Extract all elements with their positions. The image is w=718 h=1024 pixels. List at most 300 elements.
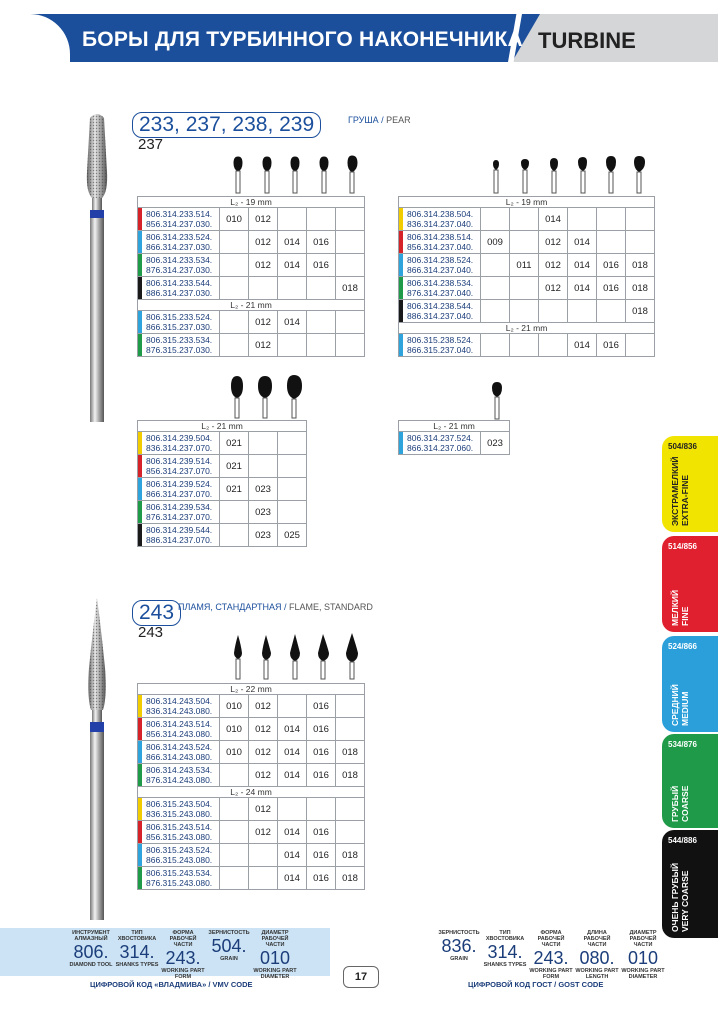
vmv-code: 806.314.238.514.	[407, 232, 474, 242]
table-239	[137, 420, 307, 547]
pear-bur-image	[80, 112, 114, 422]
legend-top: ТИП ХВОСТОВИКА	[485, 930, 525, 942]
length-row	[138, 787, 365, 798]
diameter-cell	[220, 798, 249, 821]
diameter-cell: 012	[249, 695, 278, 718]
grain-color-bar	[138, 844, 142, 866]
diameter-cell	[220, 867, 249, 890]
t238-shape-icons	[482, 155, 652, 195]
table-row	[138, 867, 365, 890]
length-row	[399, 323, 655, 334]
diameter-cell	[220, 524, 249, 547]
legend-top: ФОРМА РАБОЧЕЙ ЧАСТИ	[169, 930, 197, 948]
diameter-cell	[336, 208, 365, 231]
desc-en: FLAME, STANDARD	[289, 602, 373, 612]
length-label: L₂ - 21 mm	[399, 323, 655, 334]
diameter-cell	[220, 821, 249, 844]
grain-color-bar	[138, 455, 142, 477]
diameter-cell: 014	[278, 741, 307, 764]
diameter-cell: 016	[597, 334, 626, 357]
gost-code: 866.315.237.030.	[146, 322, 213, 332]
length-row	[399, 421, 510, 432]
grain-color-bar	[138, 334, 142, 356]
product-code	[138, 741, 220, 764]
desc-ru: ПЛАМЯ, СТАНДАРТНАЯ	[178, 602, 282, 612]
grain-color-bar	[138, 208, 142, 230]
product-code	[138, 764, 220, 787]
diameter-cell: 018	[336, 277, 365, 300]
gost-code: 836.314.243.080.	[146, 706, 213, 716]
gost-code: 866.314.237.070.	[146, 489, 213, 499]
legend-num: 010	[259, 948, 291, 968]
legend-bot: WORKING PART FORM	[161, 968, 205, 980]
diameter-cell	[481, 254, 510, 277]
table-row	[399, 208, 655, 231]
vmv-code: 806.314.243.504.	[146, 696, 213, 706]
diameter-cell: 012	[249, 334, 278, 357]
grain-tab	[662, 636, 718, 732]
section-pear-sub: 237	[138, 136, 164, 153]
legend-column	[68, 930, 114, 968]
table-row	[399, 334, 655, 357]
grain-tab-label	[670, 684, 690, 726]
grain-color-bar	[138, 478, 142, 500]
grain-color-bar	[138, 821, 142, 843]
diameter-cell: 016	[307, 254, 336, 277]
grain-tab-label	[670, 863, 690, 932]
diameter-cell	[249, 277, 278, 300]
diameter-cell	[597, 208, 626, 231]
product-code	[138, 334, 220, 357]
diameter-cell	[336, 334, 365, 357]
vmv-code: 806.315.243.524.	[146, 845, 213, 855]
vmv-code: 806.314.233.544.	[146, 278, 213, 288]
vmv-code: 806.314.243.514.	[146, 719, 213, 729]
grain-tab-number: 544/886	[668, 836, 697, 845]
grain-tab-en: MEDIUM	[680, 691, 690, 726]
gost-code: 856.314.237.030.	[146, 219, 213, 229]
legend-column	[528, 930, 574, 980]
vmv-code: 806.315.233.534.	[146, 335, 213, 345]
table-row	[399, 254, 655, 277]
grain-tab-ru: ОЧЕНЬ ГРУБЫЙ	[670, 862, 680, 932]
grain-tab	[662, 734, 718, 828]
diameter-cell: 012	[249, 764, 278, 787]
legend-top: ЗЕРНИСТОСТЬ	[438, 930, 480, 936]
diameter-cell	[539, 334, 568, 357]
product-code	[138, 208, 220, 231]
table-row	[138, 455, 307, 478]
grain-color-bar	[138, 501, 142, 523]
vmv-code: 806.314.238.504.	[407, 209, 474, 219]
diameter-cell: 014	[278, 764, 307, 787]
diameter-cell: 010	[220, 208, 249, 231]
vmv-code: 806.314.239.544.	[146, 525, 213, 535]
grain-tab-label	[670, 786, 690, 822]
table-row	[138, 254, 365, 277]
gost-code: 866.314.237.060.	[407, 443, 474, 453]
vmv-code: 806.314.233.524.	[146, 232, 213, 242]
gost-code: 856.314.237.070.	[146, 466, 213, 476]
diameter-cell	[278, 478, 307, 501]
table-row	[138, 208, 365, 231]
product-code	[138, 844, 220, 867]
diameter-cell: 012	[249, 311, 278, 334]
diameter-cell	[336, 798, 365, 821]
diameter-cell: 012	[249, 798, 278, 821]
grain-color-bar	[138, 798, 142, 820]
flame-bur-image	[80, 598, 114, 920]
table-233	[137, 196, 365, 357]
diameter-cell	[278, 277, 307, 300]
diameter-cell	[220, 311, 249, 334]
diameter-cell: 014	[278, 231, 307, 254]
diameter-cell	[336, 821, 365, 844]
product-code	[138, 867, 220, 890]
table-row	[138, 695, 365, 718]
product-code	[399, 300, 481, 323]
grain-color-bar	[138, 524, 142, 546]
diameter-cell: 014	[568, 254, 597, 277]
product-code	[138, 311, 220, 334]
product-code	[138, 524, 220, 547]
gost-code: 866.315.243.080.	[146, 855, 213, 865]
diameter-cell	[597, 231, 626, 254]
vmv-code: 806.314.238.534.	[407, 278, 474, 288]
diameter-cell	[510, 277, 539, 300]
legend-num: 504.	[211, 936, 247, 956]
length-label: L₂ - 19 mm	[138, 197, 365, 208]
diameter-cell	[278, 501, 307, 524]
diameter-cell: 014	[568, 334, 597, 357]
grain-color-bar	[138, 231, 142, 253]
grain-tab-ru: МЕЛКИЙ	[670, 589, 680, 626]
diameter-cell: 023	[249, 501, 278, 524]
legend-column	[160, 930, 206, 980]
grain-tab-number: 514/856	[668, 542, 697, 551]
gost-code: 866.314.237.030.	[146, 242, 213, 252]
diameter-cell: 010	[220, 695, 249, 718]
diameter-cell: 018	[626, 254, 655, 277]
length-label: L₂ - 21 mm	[399, 421, 510, 432]
length-label: L₂ - 24 mm	[138, 787, 365, 798]
diameter-cell	[597, 300, 626, 323]
product-code	[138, 432, 220, 455]
grain-tab-en: VERY COARSE	[680, 870, 690, 932]
legend-bot: WORKING PART LENGTH	[575, 968, 619, 980]
diameter-cell: 012	[249, 231, 278, 254]
gost-code: 866.315.237.040.	[407, 345, 474, 355]
legend-num: 243.	[533, 948, 569, 968]
grain-tab-number: 504/836	[668, 442, 697, 451]
diameter-cell: 021	[220, 432, 249, 455]
diameter-cell	[307, 311, 336, 334]
grain-tab-en: EXTRA-FINE	[680, 475, 690, 526]
t239-shape-icons	[226, 374, 316, 420]
gost-code: 876.314.237.040.	[407, 288, 474, 298]
grain-color-bar	[138, 718, 142, 740]
t243-shape-icons	[226, 633, 366, 681]
diameter-cell	[249, 455, 278, 478]
table-row	[138, 718, 365, 741]
diameter-cell	[249, 867, 278, 890]
legend-bot: WORKING PART FORM	[529, 968, 573, 980]
grain-tab-number: 534/876	[668, 740, 697, 749]
legend-bot: SHANKS TYPES	[115, 962, 159, 968]
diameter-cell: 018	[336, 844, 365, 867]
t237-shape-icon	[486, 380, 510, 420]
diameter-cell: 012	[249, 208, 278, 231]
product-code	[138, 718, 220, 741]
grain-tab-label	[670, 457, 690, 526]
gost-code: 836.314.237.070.	[146, 443, 213, 453]
diameter-cell	[481, 208, 510, 231]
legend-top: ФОРМА РАБОЧЕЙ ЧАСТИ	[537, 930, 565, 948]
diameter-cell: 012	[539, 277, 568, 300]
grain-color-bar	[138, 764, 142, 786]
grain-color-bar	[138, 867, 142, 889]
diameter-cell	[336, 311, 365, 334]
diameter-cell: 014	[278, 254, 307, 277]
legend-column	[436, 930, 482, 962]
table-row	[399, 277, 655, 300]
section-flame-desc: ПЛАМЯ, СТАНДАРТНАЯ / FLAME, STANDARD	[178, 602, 373, 612]
diameter-cell	[249, 432, 278, 455]
table-row	[399, 300, 655, 323]
diameter-cell	[220, 501, 249, 524]
diameter-cell: 010	[220, 718, 249, 741]
grain-color-bar	[399, 300, 403, 322]
product-code	[399, 334, 481, 357]
table-237	[398, 420, 510, 455]
legend-num: 836.	[441, 936, 477, 956]
diameter-cell	[220, 231, 249, 254]
vmv-code: 806.314.238.544.	[407, 301, 474, 311]
diameter-cell	[220, 277, 249, 300]
legend-top: ДИАМЕТР РАБОЧЕЙ ЧАСТИ	[629, 930, 657, 948]
legend-column	[482, 930, 528, 968]
product-code	[399, 254, 481, 277]
grain-tab	[662, 830, 718, 938]
page-number: 17	[343, 966, 379, 988]
gost-code: 876.314.243.080.	[146, 775, 213, 785]
legend-top: ДЛИНА РАБОЧЕЙ ЧАСТИ	[583, 930, 611, 948]
product-code	[138, 231, 220, 254]
legend-column	[574, 930, 620, 980]
diameter-cell	[510, 208, 539, 231]
gost-code: 866.314.237.040.	[407, 265, 474, 275]
diameter-cell: 014	[539, 208, 568, 231]
diameter-cell: 012	[249, 741, 278, 764]
diameter-cell	[626, 231, 655, 254]
diameter-cell: 014	[278, 718, 307, 741]
grain-tab	[662, 536, 718, 632]
section-flame-numbers: 243	[132, 600, 181, 626]
table-243	[137, 683, 365, 890]
diameter-cell	[336, 254, 365, 277]
diameter-cell: 014	[568, 277, 597, 300]
diameter-cell: 016	[597, 277, 626, 300]
product-code	[138, 277, 220, 300]
grain-tab-ru: ЭКСТРАМЕЛКИЙ	[670, 456, 680, 526]
length-label: L₂ - 21 mm	[138, 421, 307, 432]
length-row	[399, 197, 655, 208]
legend-vmv-caption: ЦИФРОВОЙ КОД «ВЛАДМИВА» / VMV CODE	[90, 980, 253, 989]
vmv-code: 806.314.233.514.	[146, 209, 213, 219]
legend-num: 080.	[579, 948, 615, 968]
product-code	[399, 432, 481, 455]
diameter-cell: 014	[278, 311, 307, 334]
legend-num: 314.	[487, 942, 523, 962]
grain-color-bar	[399, 231, 403, 253]
diameter-cell: 016	[307, 867, 336, 890]
gost-code: 876.314.237.070.	[146, 512, 213, 522]
diameter-cell	[278, 208, 307, 231]
grain-tab-ru: СРЕДНИЙ	[670, 684, 680, 726]
product-code	[399, 277, 481, 300]
gost-code: 836.314.237.040.	[407, 219, 474, 229]
diameter-cell: 018	[336, 764, 365, 787]
t233-shape-icons	[226, 155, 366, 195]
gost-code: 886.314.237.030.	[146, 288, 213, 298]
legend-column	[206, 930, 252, 962]
section-pear-numbers: 233, 237, 238, 239	[132, 112, 321, 138]
diameter-cell	[626, 334, 655, 357]
diameter-cell: 009	[481, 231, 510, 254]
section-pear-desc: ГРУША / PEAR	[348, 115, 411, 125]
header-title-en: TURBINE	[538, 28, 636, 53]
diameter-cell	[220, 764, 249, 787]
grain-color-bar	[138, 277, 142, 299]
table-row	[138, 524, 307, 547]
legend-column	[114, 930, 160, 968]
section-flame-sub: 243	[138, 624, 164, 641]
grain-tab-number: 524/866	[668, 642, 697, 651]
desc-ru: ГРУША	[348, 115, 379, 125]
diameter-cell: 018	[336, 867, 365, 890]
diameter-cell	[220, 334, 249, 357]
table-row	[138, 277, 365, 300]
diameter-cell	[626, 208, 655, 231]
diameter-cell	[481, 300, 510, 323]
product-code	[138, 254, 220, 277]
vmv-code: 806.315.243.514.	[146, 822, 213, 832]
vmv-code: 806.314.233.534.	[146, 255, 213, 265]
vmv-code: 806.314.239.534.	[146, 502, 213, 512]
grain-color-bar	[138, 741, 142, 763]
diameter-cell	[510, 334, 539, 357]
gost-code: 856.315.243.080.	[146, 832, 213, 842]
grain-color-bar	[399, 432, 403, 454]
table-row	[138, 432, 307, 455]
diameter-cell: 014	[568, 231, 597, 254]
legend-num: 314.	[119, 942, 155, 962]
diameter-cell: 016	[307, 231, 336, 254]
diameter-cell: 012	[249, 821, 278, 844]
page-header	[0, 0, 718, 70]
diameter-cell	[278, 432, 307, 455]
legend-bot: DIAMOND TOOL	[69, 962, 113, 968]
table-row	[138, 231, 365, 254]
diameter-cell: 025	[278, 524, 307, 547]
legend-num: 010	[627, 948, 659, 968]
diameter-cell	[336, 231, 365, 254]
legend-top: ЗЕРНИСТОСТЬ	[208, 930, 250, 936]
diameter-cell: 012	[249, 718, 278, 741]
vmv-code: 806.314.239.524.	[146, 479, 213, 489]
legend-bot: WORKING PART DIAMETER	[253, 968, 297, 980]
diameter-cell	[278, 334, 307, 357]
grain-color-bar	[138, 311, 142, 333]
vmv-code: 806.314.238.524.	[407, 255, 474, 265]
grain-color-bar	[138, 695, 142, 717]
gost-code: 876.315.237.030.	[146, 345, 213, 355]
vmv-code: 806.314.237.524.	[407, 433, 474, 443]
diameter-cell: 016	[307, 741, 336, 764]
legend-top: ДИАМЕТР РАБОЧЕЙ ЧАСТИ	[261, 930, 289, 948]
diameter-cell: 018	[336, 741, 365, 764]
diameter-cell	[481, 334, 510, 357]
diameter-cell	[336, 718, 365, 741]
product-code	[138, 478, 220, 501]
table-row	[138, 764, 365, 787]
diameter-cell: 021	[220, 478, 249, 501]
product-code	[399, 231, 481, 254]
diameter-cell: 014	[278, 867, 307, 890]
product-code	[399, 208, 481, 231]
diameter-cell	[220, 254, 249, 277]
diameter-cell	[278, 455, 307, 478]
table-row	[399, 231, 655, 254]
diameter-cell: 012	[539, 254, 568, 277]
table-row	[138, 478, 307, 501]
legend-gost-caption: ЦИФРОВОЙ КОД ГОСТ / GOST CODE	[468, 980, 604, 989]
product-code	[138, 455, 220, 478]
diameter-cell: 023	[249, 524, 278, 547]
table-row	[138, 798, 365, 821]
product-code	[138, 695, 220, 718]
legend-top: ТИП ХВОСТОВИКА	[117, 930, 157, 942]
vmv-code: 806.314.239.504.	[146, 433, 213, 443]
legend-num: 806.	[73, 942, 109, 962]
legend-bot: GRAIN	[450, 956, 468, 962]
diameter-cell: 018	[626, 277, 655, 300]
gost-code: 856.314.237.040.	[407, 242, 474, 252]
diameter-cell: 016	[307, 844, 336, 867]
grain-color-bar	[138, 432, 142, 454]
legend-num: 243.	[165, 948, 201, 968]
diameter-cell: 016	[307, 764, 336, 787]
gost-code: 886.314.237.070.	[146, 535, 213, 545]
diameter-cell	[336, 695, 365, 718]
diameter-cell: 023	[249, 478, 278, 501]
length-row	[138, 300, 365, 311]
grain-color-bar	[399, 334, 403, 356]
header-title-ru: БОРЫ ДЛЯ ТУРБИННОГО НАКОНЕЧНИКА	[82, 28, 523, 51]
table-row	[138, 311, 365, 334]
diameter-cell: 010	[220, 741, 249, 764]
grain-tab	[662, 436, 718, 532]
legend-bot: SHANKS TYPES	[483, 962, 527, 968]
grain-tab-en: COARSE	[680, 785, 690, 822]
length-label: L₂ - 19 mm	[399, 197, 655, 208]
diameter-cell: 016	[307, 821, 336, 844]
diameter-cell: 012	[249, 254, 278, 277]
table-row	[138, 334, 365, 357]
gost-code: 876.315.243.080.	[146, 878, 213, 888]
legend-bot: GRAIN	[220, 956, 238, 962]
table-row	[138, 741, 365, 764]
